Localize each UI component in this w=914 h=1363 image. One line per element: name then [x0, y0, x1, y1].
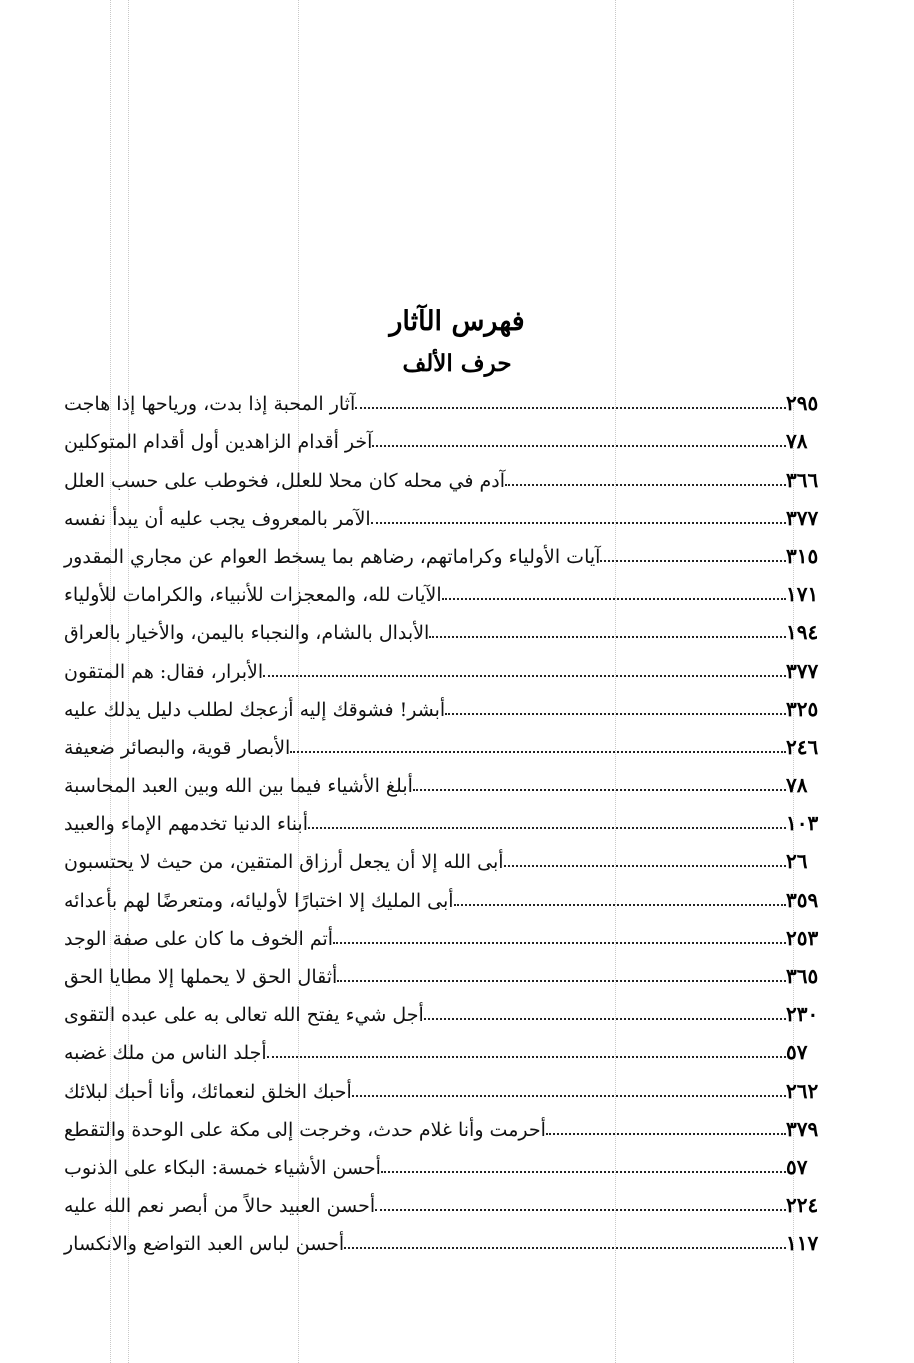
page-number: ٧٨ [786, 429, 808, 454]
entry-text: أبشر! فشوقك إليه أزعجك لطلب دليل يدلك عليه [64, 698, 446, 721]
dot-leader [333, 942, 786, 944]
dot-leader [352, 1095, 786, 1097]
index-entry [60, 1147, 846, 1185]
entry-text: الأبدال بالشام، والنجباء باليمن، والأخيار بالعراق [64, 622, 430, 645]
dot-leader [263, 675, 786, 677]
entry-text: أجل شيء يفتح الله تعالى به على عبده التقوى [64, 1004, 424, 1027]
page-number: ١١٧ [786, 1231, 819, 1256]
entry-text: أحسن الأشياء خمسة: البكاء على الذنوب [64, 1156, 381, 1179]
page-number: ١٩٤ [786, 620, 819, 645]
entry-text: أثقال الحق لا يحملها إلا مطايا الحق [64, 966, 338, 988]
dot-leader [429, 636, 786, 638]
dot-leader [505, 484, 786, 486]
dot-leader [290, 751, 786, 753]
page-number: ٣٧٧ [786, 658, 819, 683]
index-entry [60, 650, 846, 688]
index-entries-list [60, 383, 846, 1261]
index-entry [60, 1185, 846, 1223]
entry-text: آدم في محله كان محلا للعلل، فخوطب على حسب العلل [64, 469, 505, 492]
index-entry [60, 956, 846, 994]
index-entry [60, 498, 846, 536]
entry-text: الأبصار قوية، والبصائر ضعيفة [64, 736, 291, 759]
entry-text: الأبرار، فقال: هم المتقون [64, 660, 264, 683]
entry-text: أحرمت وأنا غلام حدث، وخرجت إلى مكة على الوحدة والتقطع [64, 1118, 546, 1141]
index-entry [60, 689, 846, 727]
dot-leader [371, 522, 786, 524]
index-entry [60, 994, 846, 1032]
page-number: ٣٥٩ [786, 887, 819, 912]
entry-text: أحسن لباس العبد التواضع والانكسار [64, 1233, 345, 1256]
index-entry [60, 1070, 846, 1108]
dot-leader [546, 1133, 786, 1135]
dot-leader [413, 789, 786, 791]
page-number: ٣٧٩ [786, 1116, 819, 1141]
index-entry [60, 612, 846, 650]
index-title: فهرس الآثار [389, 306, 525, 337]
page-number: ٣٦٦ [786, 467, 819, 492]
entry-text: أحسن العبيد حالاً من أبصر نعم الله عليه [64, 1195, 376, 1218]
index-entry [60, 918, 846, 956]
dot-leader [504, 865, 786, 867]
index-entry [60, 803, 846, 841]
dot-leader [445, 713, 786, 715]
page-number: ٣٦٥ [786, 964, 819, 988]
section-heading: حرف الألف [402, 350, 512, 377]
page-number: ٧٨ [786, 773, 808, 798]
page-number: ٢٦ [786, 849, 808, 874]
entry-text: أبى الله إلا أن يجعل أرزاق المتقين، من حيث لا يحتسبون [64, 851, 504, 874]
dot-leader [381, 1171, 786, 1173]
page-number: ٥٧ [786, 1040, 808, 1065]
entry-text: أجلد الناس من ملك غضبه [64, 1042, 267, 1065]
dot-leader [344, 1247, 786, 1249]
index-entry [60, 879, 846, 917]
page-number: ٢٥٣ [786, 925, 819, 950]
entry-text: أتم الخوف ما كان على صفة الوجد [64, 927, 334, 950]
index-entry [60, 574, 846, 612]
index-entry [60, 421, 846, 459]
index-entry [60, 536, 846, 574]
dot-leader [355, 407, 786, 409]
dot-leader [375, 1209, 786, 1211]
entry-text: الآيات لله، والمعجزات للأنبياء، والكرامات للأولياء [64, 584, 442, 607]
entry-text: أبلغ الأشياء فيما بين الله وبين العبد المحاسبة [64, 775, 413, 798]
entry-text: آيات الأولياء وكراماتهم، رضاهم بما يسخط العوام عن مجاري المقدور [64, 545, 601, 568]
index-entry [60, 765, 846, 803]
index-entry [60, 841, 846, 879]
entry-text: أحبك الخلق لنعمائك، وأنا أحبك لبلائك [64, 1080, 352, 1103]
entry-text: الآمر بالمعروف يجب عليه أن يبدأ نفسه [64, 507, 371, 530]
page-number: ٢٢٤ [786, 1193, 819, 1218]
index-entry [60, 1109, 846, 1147]
index-entry [60, 1223, 846, 1261]
page-number: ٢٦٢ [786, 1078, 819, 1103]
page-number: ٢٩٥ [786, 391, 819, 416]
page-number: ٣٢٥ [786, 696, 819, 721]
entry-text: أبى المليك إلا اختبارًا لأوليائه، ومتعرضًا لهم بأعدائه [64, 889, 454, 912]
dot-leader [372, 445, 786, 447]
dot-leader [454, 904, 786, 906]
page-number: ٢٤٦ [786, 734, 819, 759]
index-entry [60, 727, 846, 765]
dot-leader [267, 1056, 786, 1058]
entry-text: آثار المحبة إذا بدت، ورياحها إذا هاجت [64, 393, 356, 416]
dot-leader [424, 1018, 786, 1020]
dot-leader [308, 827, 786, 829]
page-number: ١٠٣ [786, 811, 819, 836]
index-entry [60, 459, 846, 497]
page-number: ٣١٥ [786, 543, 819, 568]
index-entry [60, 1032, 846, 1070]
entry-text: أبناء الدنيا تخدمهم الإماء والعبيد [64, 813, 309, 836]
page-number: ٢٣٠ [786, 1002, 819, 1027]
page-number: ١٧١ [786, 582, 819, 607]
page-number: ٥٧ [786, 1154, 808, 1179]
page-number: ٣٧٧ [786, 505, 819, 530]
dot-leader [337, 980, 786, 982]
dot-leader [600, 560, 786, 562]
dot-leader [442, 598, 786, 600]
index-entry [60, 383, 846, 421]
entry-text: آخر أقدام الزاهدين أول أقدام المتوكلين [64, 431, 373, 454]
